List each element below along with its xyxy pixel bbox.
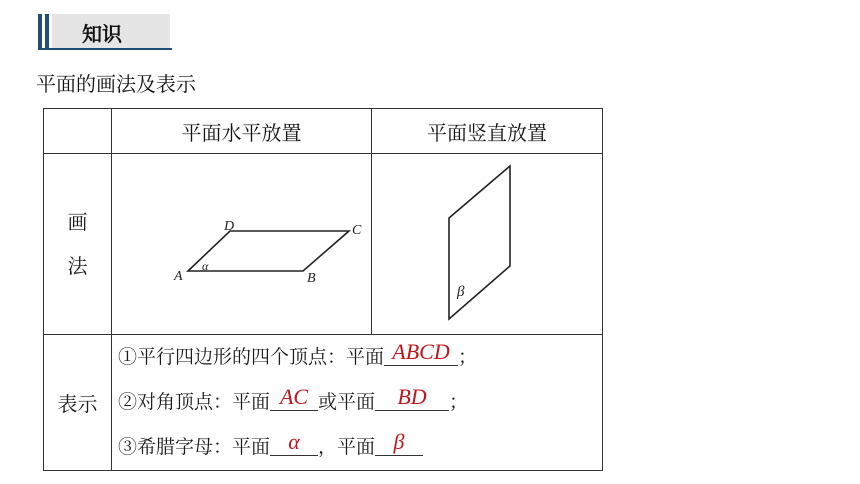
page-title: 平面的画法及表示: [36, 72, 196, 96]
plane-table: [43, 108, 603, 471]
figure-vertical-cell: [372, 154, 603, 335]
row-label-drawing: [44, 154, 112, 335]
horizontal-plane-figure: [112, 154, 370, 334]
vertical-plane-figure: [372, 154, 601, 334]
notation-description: [112, 335, 603, 471]
notation-line-2: [118, 380, 602, 425]
label-D: D: [224, 219, 235, 234]
section-badge-label: 知识: [82, 22, 122, 46]
answer-alpha: α: [270, 429, 318, 456]
line3-middle: ，平面: [318, 436, 376, 458]
parallelogram-horizontal: [188, 231, 349, 271]
line2-middle: 或平面: [318, 391, 376, 413]
corner-cell: [44, 109, 112, 154]
line1-suffix: ；: [458, 346, 478, 368]
row-label-notation: 表示: [44, 335, 112, 471]
line2-suffix: ；: [449, 391, 469, 413]
line2-prefix: ②对角顶点：平面: [118, 391, 271, 413]
row-label-char-2: 法: [67, 254, 88, 278]
line3-prefix: ③希腊字母：平面: [118, 436, 271, 458]
line1-prefix: ①平行四边形的四个顶点：平面: [118, 346, 385, 368]
header-vertical: 平面竖直放置: [372, 109, 603, 154]
answer-beta: β: [375, 429, 423, 456]
badge-underline: [38, 48, 172, 50]
notation-line-1: [118, 335, 602, 380]
label-alpha: α: [202, 259, 209, 273]
badge-accent-bar-2: [45, 14, 49, 48]
notation-line-3: [118, 425, 602, 470]
label-A: A: [174, 269, 183, 284]
badge-accent-bar: [38, 14, 42, 48]
answer-ac: AC: [270, 384, 318, 411]
answer-bd: BD: [375, 384, 449, 411]
row-label-char-1: 画: [67, 210, 88, 234]
label-B: B: [307, 271, 316, 286]
header-horizontal: 平面水平放置: [112, 109, 372, 154]
answer-abcd: ABCD: [384, 339, 458, 366]
label-C: C: [352, 223, 362, 238]
figure-horizontal-cell: [112, 154, 372, 335]
label-beta: β: [457, 284, 465, 300]
